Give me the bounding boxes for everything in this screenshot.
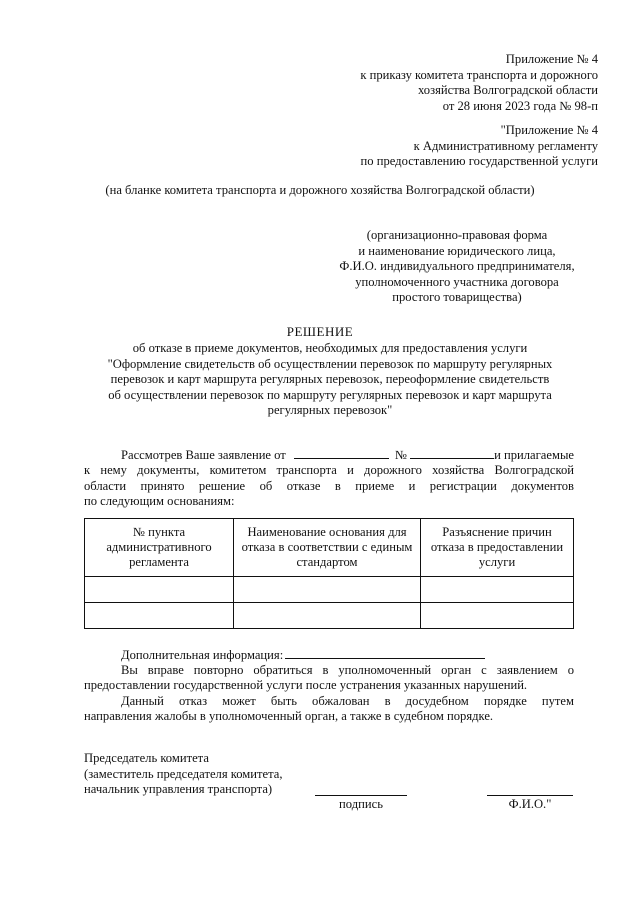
body-attached-text: и прилагаемые	[494, 448, 574, 462]
signature-line	[315, 795, 407, 796]
table-cell	[234, 603, 421, 629]
body-line: к нему документы, комитетом транспорта и дорожного хозяйства Волгоградской	[84, 463, 574, 477]
letterhead-note: (на бланке комитета транспорта и дорожного хозяйства Волгоградской области)	[105, 183, 535, 197]
decision-title: РЕШЕНИЕ	[286, 324, 354, 339]
signature-caption: подпись	[339, 797, 383, 811]
reapply-line: предоставлении государственной услуги после устранения указанных нарушений.	[84, 678, 528, 692]
appendix-regulation-line: к Административному регламенту	[413, 138, 598, 153]
decision-subtitle-line: регулярных перевозок"	[267, 403, 393, 418]
table-cell	[85, 603, 234, 629]
table-cell	[85, 577, 234, 603]
number-sign: №	[394, 448, 407, 462]
body-line: области принято решение об отказе в приеме и регистрации документов	[84, 479, 574, 493]
application-number-blank	[410, 447, 494, 459]
decision-subtitle-line: перевозок и карт маршрута регулярных перевозок, переоформление свидетельств	[110, 372, 550, 387]
body-intro-text: Рассмотрев Ваше заявление от	[121, 448, 286, 462]
appeal-line: направления жалобы в уполномоченный орган, а также в судебном порядке.	[84, 709, 494, 723]
appendix-regulation-line: по предоставлению государственной услуги	[360, 154, 598, 168]
additional-info-label: Дополнительная информация:	[121, 648, 284, 662]
appeal-line: Данный отказ может быть обжалован в досудебном порядке путем	[121, 694, 574, 708]
decision-subtitle	[0, 341, 640, 419]
addressee-block	[327, 228, 587, 306]
appendix-order-header	[360, 52, 598, 114]
additional-info-line	[121, 647, 485, 664]
signatory-line: Председатель комитета	[84, 751, 209, 765]
application-date-blank	[294, 447, 389, 459]
table-header-row	[85, 519, 574, 577]
table-row	[85, 603, 574, 629]
table-header-cell: Наименование основания для отказа в соответствии с единым стандартом	[234, 519, 421, 577]
addressee-line: уполномоченного участника договора	[355, 274, 559, 289]
body-line: по следующим основаниям:	[84, 494, 235, 508]
appendix-order-line: хозяйства Волгоградской области	[417, 83, 598, 97]
table-row	[85, 577, 574, 603]
addressee-line: (организационно-правовая форма	[366, 228, 548, 242]
grounds-table	[84, 518, 574, 629]
decision-subtitle-line: об отказе в приеме документов, необходимых для предоставления услуги	[132, 341, 528, 355]
name-caption: Ф.И.О."	[508, 797, 552, 811]
body-first-line	[121, 447, 574, 464]
appendix-regulation-line: "Приложение № 4	[500, 123, 598, 137]
signatory-line: начальник управления транспорта)	[84, 782, 273, 796]
appendix-order-line: Приложение № 4	[505, 52, 598, 66]
signatory-line: (заместитель председателя комитета,	[84, 766, 283, 781]
decision-subtitle-line: "Оформление свидетельств об осуществлении перевозок по маршруту регулярных	[107, 356, 553, 371]
additional-info-blank	[285, 647, 485, 659]
addressee-line: и наименование юридического лица,	[358, 243, 556, 258]
table-cell	[234, 577, 421, 603]
table-header-cell: № пункта административного регламента	[85, 519, 234, 577]
table-header-cell: Разъяснение причин отказа в предоставлении услуги	[421, 519, 574, 577]
addressee-line: Ф.И.О. индивидуального предпринимателя,	[339, 259, 575, 273]
appendix-regulation-header	[361, 123, 598, 170]
signatory-block	[84, 751, 283, 798]
addressee-line: простого товарищества)	[392, 290, 522, 304]
table-cell	[421, 577, 574, 603]
appendix-order-line: к приказу комитета транспорта и дорожного	[360, 67, 598, 82]
table-cell	[421, 603, 574, 629]
decision-subtitle-line: об осуществлении перевозок по маршруту регулярных перевозок и карт маршрута	[108, 387, 552, 402]
name-line	[487, 795, 573, 796]
appendix-order-line: от 28 июня 2023 года № 98-п	[442, 98, 598, 113]
reapply-line: Вы вправе повторно обратиться в уполномоченный орган с заявлением о	[121, 663, 574, 677]
